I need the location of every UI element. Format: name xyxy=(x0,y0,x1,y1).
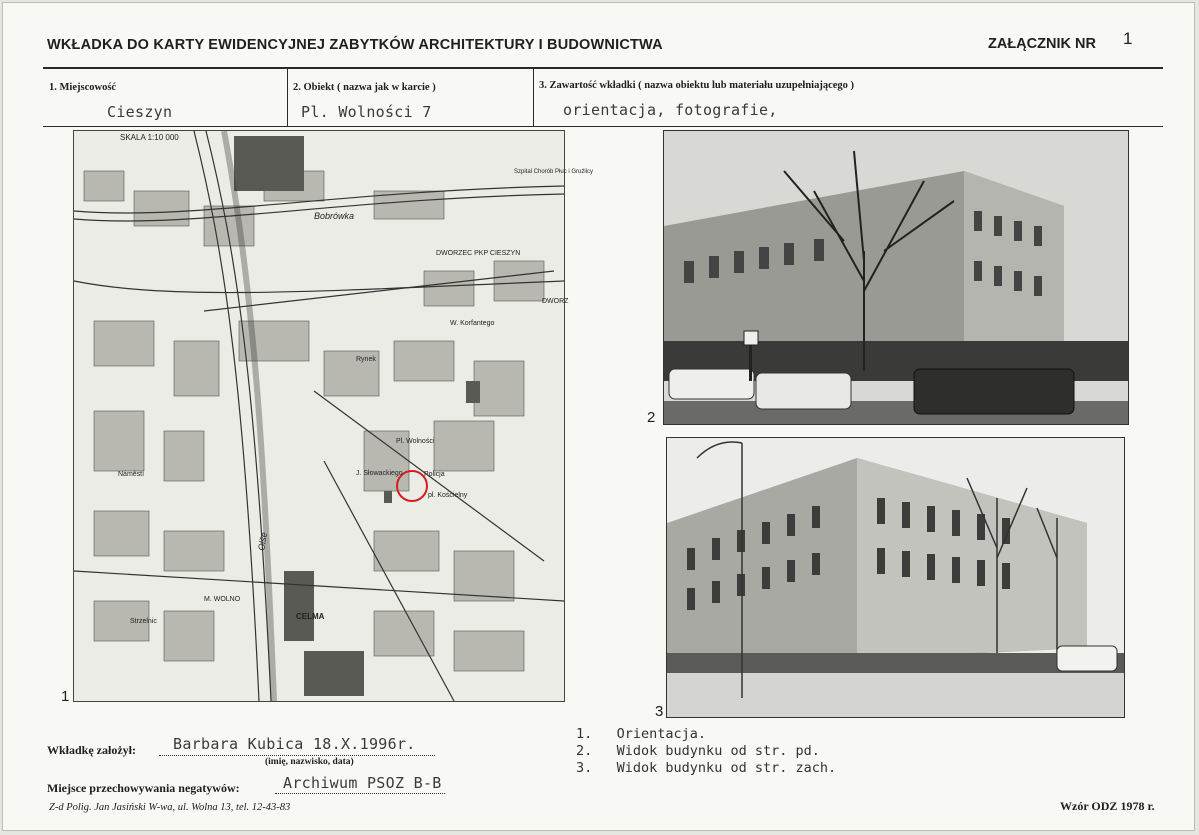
map-label-slowackiego: J. Słowackiego xyxy=(356,470,403,477)
map-scale: SKALA 1:10 000 xyxy=(120,133,179,142)
map-label-korfantego: W. Korfantego xyxy=(450,320,495,327)
annex-number: 1 xyxy=(1123,29,1133,48)
place-value: Cieszyn xyxy=(107,103,173,121)
founded-hint: (imię, nazwisko, data) xyxy=(265,757,354,767)
fields-bottom-rule xyxy=(43,126,1163,127)
caption-item xyxy=(576,760,836,776)
map-label-station: DWORZEC PKP CIESZYN xyxy=(436,250,521,257)
place-label: 1. Miejscowość xyxy=(49,82,117,93)
map-number: 1 xyxy=(61,688,70,705)
caption-number: 2. xyxy=(576,743,593,759)
map-drawing xyxy=(74,131,594,701)
photo-west-facade xyxy=(666,437,1125,718)
caption-text: Orientacja. xyxy=(616,726,707,742)
document-title: WKŁADKA DO KARTY EWIDENCYJNEJ ZABYTKÓW ARCHITEKTURY I BUDOWNICTWA xyxy=(47,37,663,53)
map-label-celma: CELMA xyxy=(296,612,325,621)
object-label: 2. Obiekt ( nazwa jak w karcie ) xyxy=(293,82,436,93)
founded-value: Barbara Kubica 18.X.1996r. xyxy=(173,735,416,753)
template-code: Wzór ODZ 1978 r. xyxy=(1060,799,1155,813)
founded-line xyxy=(159,755,435,756)
map-label-bobrowka: Bobrówka xyxy=(314,211,355,221)
map-label-koscielny: pl. Kościelny xyxy=(428,492,468,499)
object-value: Pl. Wolności 7 xyxy=(301,103,432,121)
map-label-square: Pl. Wolności xyxy=(396,438,435,445)
annex-label: ZAŁĄCZNIK NR xyxy=(988,36,1096,52)
negatives-value: Archiwum PSOZ B-B xyxy=(283,774,442,792)
caption-item xyxy=(576,743,820,759)
negatives-label: Miejsce przechowywania negatywów: xyxy=(47,781,240,795)
caption-text: Widok budynku od str. zach. xyxy=(616,760,837,776)
map-label-wolno: M. WOLNO xyxy=(204,596,241,603)
map-label-rynek: Rynek xyxy=(356,356,376,363)
photo3-number: 3 xyxy=(655,703,664,720)
map-label-olse: Olše xyxy=(256,531,270,552)
caption-number: 1. xyxy=(576,726,593,742)
photo-south-facade xyxy=(663,130,1129,425)
caption-text: Widok budynku od str. pd. xyxy=(616,743,820,759)
map-label-dworz: DWORZ xyxy=(542,298,569,305)
map-label-strzelnic: Strzelnic xyxy=(130,618,157,625)
caption-item xyxy=(576,726,706,742)
printer-imprint: Z-d Polig. Jan Jasiński W-wa, ul. Wolna 13, tel. 12-43-83 xyxy=(49,802,291,813)
orientation-map xyxy=(73,130,594,702)
founded-label: Wkładkę założył: xyxy=(47,743,136,757)
contents-value: orientacja, fotografie, xyxy=(563,101,778,119)
field-divider-1 xyxy=(287,68,288,126)
document-sheet xyxy=(2,2,1195,831)
caption-number: 3. xyxy=(576,760,593,776)
negatives-line xyxy=(275,793,445,794)
photo2-number: 2 xyxy=(647,409,656,426)
map-label-policja: Policja xyxy=(424,471,445,478)
top-rule xyxy=(43,67,1163,69)
map-label-namesti: Náměstí xyxy=(118,471,145,478)
contents-label: 3. Zawartość wkładki ( nazwa obiektu lub materiału uzupełniającego ) xyxy=(539,80,855,91)
field-divider-2 xyxy=(533,68,534,126)
map-label-szpital: Szpital Chorób Płuc i Gruźlicy xyxy=(514,169,594,175)
